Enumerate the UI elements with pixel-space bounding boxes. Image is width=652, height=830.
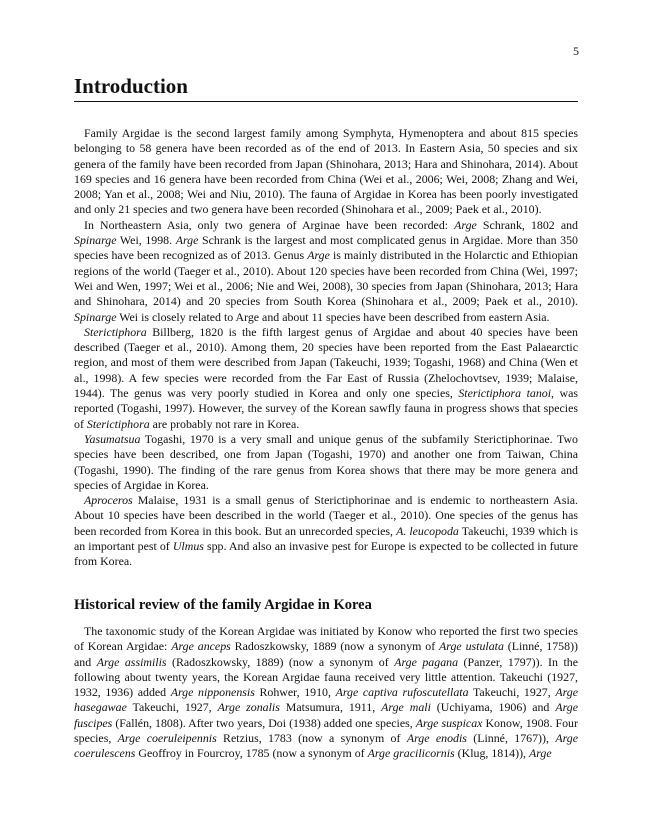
introduction-body xyxy=(74,126,578,570)
chapter-title: Introduction xyxy=(74,74,578,102)
paragraph: Sterictiphora Billberg, 1820 is the fifth largest genus of Argidae and about 40 species have been described (Taeger et al., 2010). Among them, 20 species have been reported from the East Palaearctic region, and most of them were described from Japan (Takeuchi, 1939; Togashi, 1968) and China (Wen et al., 1998). A few species were recorded from the Far East of Russia (Zhelochovtsev, 1939; Malaise, 1944). The genus was very poorly studied in Korea and only one species, Sterictiphora tanoi, was reported (Togashi, 1997). However, the survey of the Korean sawfly fauna in progress shows that species of Sterictiphora are probably not rare in Korea. xyxy=(74,324,579,431)
paragraph: Aproceros Malaise, 1931 is a small genus of Sterictiphorinae and is endemic to northeastern Asia. About 10 species have been described in the world (Taeger et al., 2010). One species of the genus has been recorded from Korea in this book. But an unrecorded species, A. leucopoda Takeuchi, 1939 which is an important pest of Ulmus spp. And also an invasive pest for Europe is expected to be collected in future from Korea. xyxy=(74,493,578,569)
historical-review-body xyxy=(74,624,578,762)
paragraph: In Northeastern Asia, only two genera of Arginae have been recorded: Arge Schrank, 1802 and Spinarge Wei, 1998. Arge Schrank is the largest and most complicated genus in Argidae. More than 350 species have been recognized as of 2013. Genus Arge is mainly distributed in the Holarctic and Ethiopian regions of the world (Taeger et al., 2010). About 120 species have been recorded from China (Wei, 1997; Wei and Wen, 1997; Wei et al., 2006; Nie and Wei, 2008), 30 species from Japan (Shinohara, 2013; Hara and Shinohara, 2014) and 20 species from South Korea (Shinohara et al., 2009; Paek et al., 2010). Spinarge Wei is closely related to Arge and about 11 species have been described from eastern Asia. xyxy=(74,217,578,324)
paragraph: Yasumatsua Togashi, 1970 is a very small and unique genus of the subfamily Sterictiphorinae. Two species have been described, one from Japan (Togashi, 1970) and another one from Taiwan, China (Togashi, 1990). The finding of the rare genus from Korea shows that there may be more genera and species of Argidae in Korea. xyxy=(74,431,578,492)
paragraph: Family Argidae is the second largest family among Symphyta, Hymenoptera and about 815 species belonging to 58 genera have been recorded as of the end of 2013. In Eastern Asia, 50 species and six genera of the family have been recorded from Japan (Shinohara, 2013; Hara and Shinohara, 2014). About 169 species and 16 genera have been recorded from China (Wei et al., 2006; Wei, 2008; Zhang and Wei, 2008; Yan et al., 2008; Wei and Niu, 2010). The fauna of Argidae in Korea has been poorly investigated and only 21 species and two genera have been recorded (Shinohara et al., 2009; Paek et al., 2010). xyxy=(74,126,578,217)
page-number: 5 xyxy=(573,44,579,58)
section-heading: Historical review of the family Argidae in Korea xyxy=(74,597,372,613)
paragraph: The taxonomic study of the Korean Argidae was initiated by Konow who reported the first two species of Korean Argidae: Arge anceps Radoszkowsky, 1889 (now a synonym of Arge ustulata (Linné, 1758)) and Arge assimilis (Radoszkowsky, 1889) (now a synonym of Arge pagana (Panzer, 1797)). In the following about twenty years, the Korean Argidae fauna received very little attention. Takeuchi (1927, 1932, 1936) added Arge nipponensis Rohwer, 1910, Arge captiva rufoscutellata Takeuchi, 1927, Arge hasegawae Takeuchi, 1927, Arge zonalis Matsumura, 1911, Arge mali (Uchiyama, 1906) and Arge fuscipes (Fallén, 1808). After two years, Doi (1938) added one species, Arge suspicax Konow, 1908. Four species, Arge coeruleipennis Retzius, 1783 (now a synonym of Arge enodis (Linné, 1767)), Arge coerulescens Geoffroy in Fourcroy, 1785 (now a synonym of Arge gracilicornis (Klug, 1814)), Arge xyxy=(74,624,578,761)
